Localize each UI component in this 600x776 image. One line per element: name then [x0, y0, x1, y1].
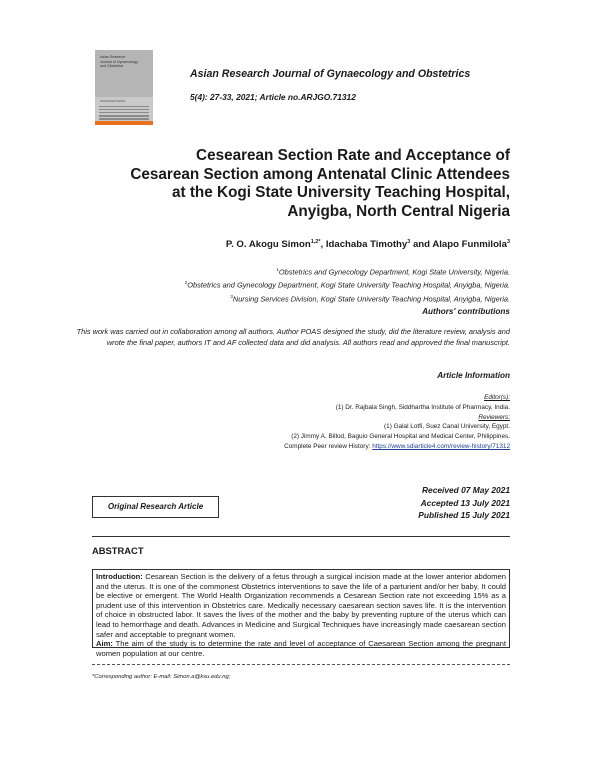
- affiliation-line: $^3$Nursing Services Division, Kogi State University Teaching Hospital, Anyigba, Nigeria.: [230, 293, 510, 304]
- title-line: Anyigba, North Central Nigeria: [287, 202, 510, 220]
- title-line: Cesearean Section Rate and Acceptance of: [196, 147, 510, 164]
- author-name: Alapo Funmilola: [432, 239, 507, 251]
- editor-entry: (1) Dr. Rajbala Singh, Siddhartha Institute of Pharmacy, India.: [335, 403, 510, 411]
- author-separator: and: [410, 239, 433, 251]
- article-info-block: [70, 393, 510, 452]
- abstract-aim: [96, 639, 506, 658]
- cover-text-lines: [99, 106, 149, 121]
- corresponding-author-footnote: *Corresponding author: E-mail: Simon.a@ksu.edu.ng;: [92, 674, 231, 680]
- contributions-text: This work was carried out in collaboration among all authors. Author POAS designed the study, did the literature review, analysis and wrote the final paper, authors IT and AF collected data and did analysis. All authors read and approved the final manuscript.: [76, 327, 510, 347]
- abstract-heading: ABSTRACT: [92, 545, 144, 556]
- editors-label: Editor(s):: [484, 394, 510, 401]
- received-date: Received 07 May 2021: [422, 485, 510, 495]
- article-type-box: Original Research Article: [92, 496, 219, 518]
- affiliation-line: $^2$Obstetrics and Gynecology Department, Kogi State University Teaching Hospital, Anyigba, Nigeria.: [184, 280, 510, 290]
- section-divider: [92, 536, 510, 537]
- article-info-heading: Article Information: [437, 371, 510, 380]
- publication-dates: [418, 484, 510, 522]
- footnote-divider: [92, 664, 510, 665]
- journal-cover-thumbnail: [95, 50, 153, 125]
- abstract-introduction: [96, 572, 506, 639]
- author-affil-sup: 3: [506, 239, 510, 245]
- accepted-date: Accepted 13 July 2021: [420, 497, 510, 508]
- cover-title-line: Asian Research: [100, 55, 126, 59]
- author-affil-sup: 3: [407, 239, 411, 245]
- affiliations: [70, 264, 510, 304]
- cover-logo: SCIENCEDOMAIN: [100, 99, 126, 103]
- cover-accent-bar: [95, 121, 153, 125]
- affiliation-line: $^1$Obstetrics and Gynecology Department, Kogi State University, Nigeria.: [276, 267, 510, 277]
- author-name: Idachaba Timothy: [325, 239, 408, 251]
- journal-volume: 5(4): 27-33, 2021; Article no.ARJGO.71312: [190, 92, 356, 102]
- author-separator: ,: [320, 239, 326, 251]
- article-title: [80, 147, 510, 221]
- peer-review-history: [70, 442, 510, 452]
- aim-text: The aim of the study is to determine the rate and level of acceptance of Caesarean Section among the pregnant women population at our centre.: [96, 639, 506, 658]
- history-label: Complete Peer review History:: [284, 442, 373, 450]
- contributions-heading: Authors' contributions: [422, 307, 510, 316]
- reviewers-label: Reviewers:: [478, 413, 510, 421]
- intro-label: Introduction:: [96, 572, 143, 581]
- author-list: [226, 239, 510, 250]
- reviewer-entry: (2) Jimmy A. Billod, Baguio General Hospital and Medical Center, Philippines.: [291, 433, 510, 441]
- aim-label: Aim:: [96, 639, 113, 649]
- cover-title-line: Journal of Gynaecology: [100, 59, 138, 64]
- title-line: at the Kogi State University Teaching Hospital,: [171, 184, 510, 201]
- title-line: Cesarean Section among Antenatal Clinic Attendees: [130, 165, 510, 183]
- author-name: P. O. Akogu Simon: [225, 239, 311, 251]
- abstract-box: [92, 569, 510, 658]
- cover-title: [100, 55, 138, 69]
- intro-text: Cesarean Section is the delivery of a fetus through a surgical incision made at the lower anterior abdomen and the uterus. It is one of the commonest Obstetrics interventions to save the life of a parturient and/or her baby. It could be elective or emergent. The World Health Organization recommends a Cesarean Section rate not exceeding 15% as a prudent use of this intervention in Obstetrics care. Medically necessary caesarean section saves life. It is the intervention of choice in obstructed labor. It saves the lives of the mother and the baby by preventing rupture of the uterus which can lead to hemorrhage and death. Advances in Medicine and Surgical Techniques have increasingly made caesarean section safer and acceptable to pregnant women.: [96, 572, 506, 639]
- published-date: Published 15 July 2021: [418, 510, 510, 520]
- review-history-link[interactable]: https://www.sdiarticle4.com/review-history/71312: [372, 442, 510, 450]
- author-affil-sup: 1,2*: [310, 239, 321, 245]
- reviewer-entry: (1) Galal Lotfi, Suez Canal University, Egypt.: [384, 423, 510, 431]
- journal-name: Asian Research Journal of Gynaecology and Obstetrics: [190, 68, 471, 80]
- cover-title-line: and Obstetrics: [100, 64, 124, 68]
